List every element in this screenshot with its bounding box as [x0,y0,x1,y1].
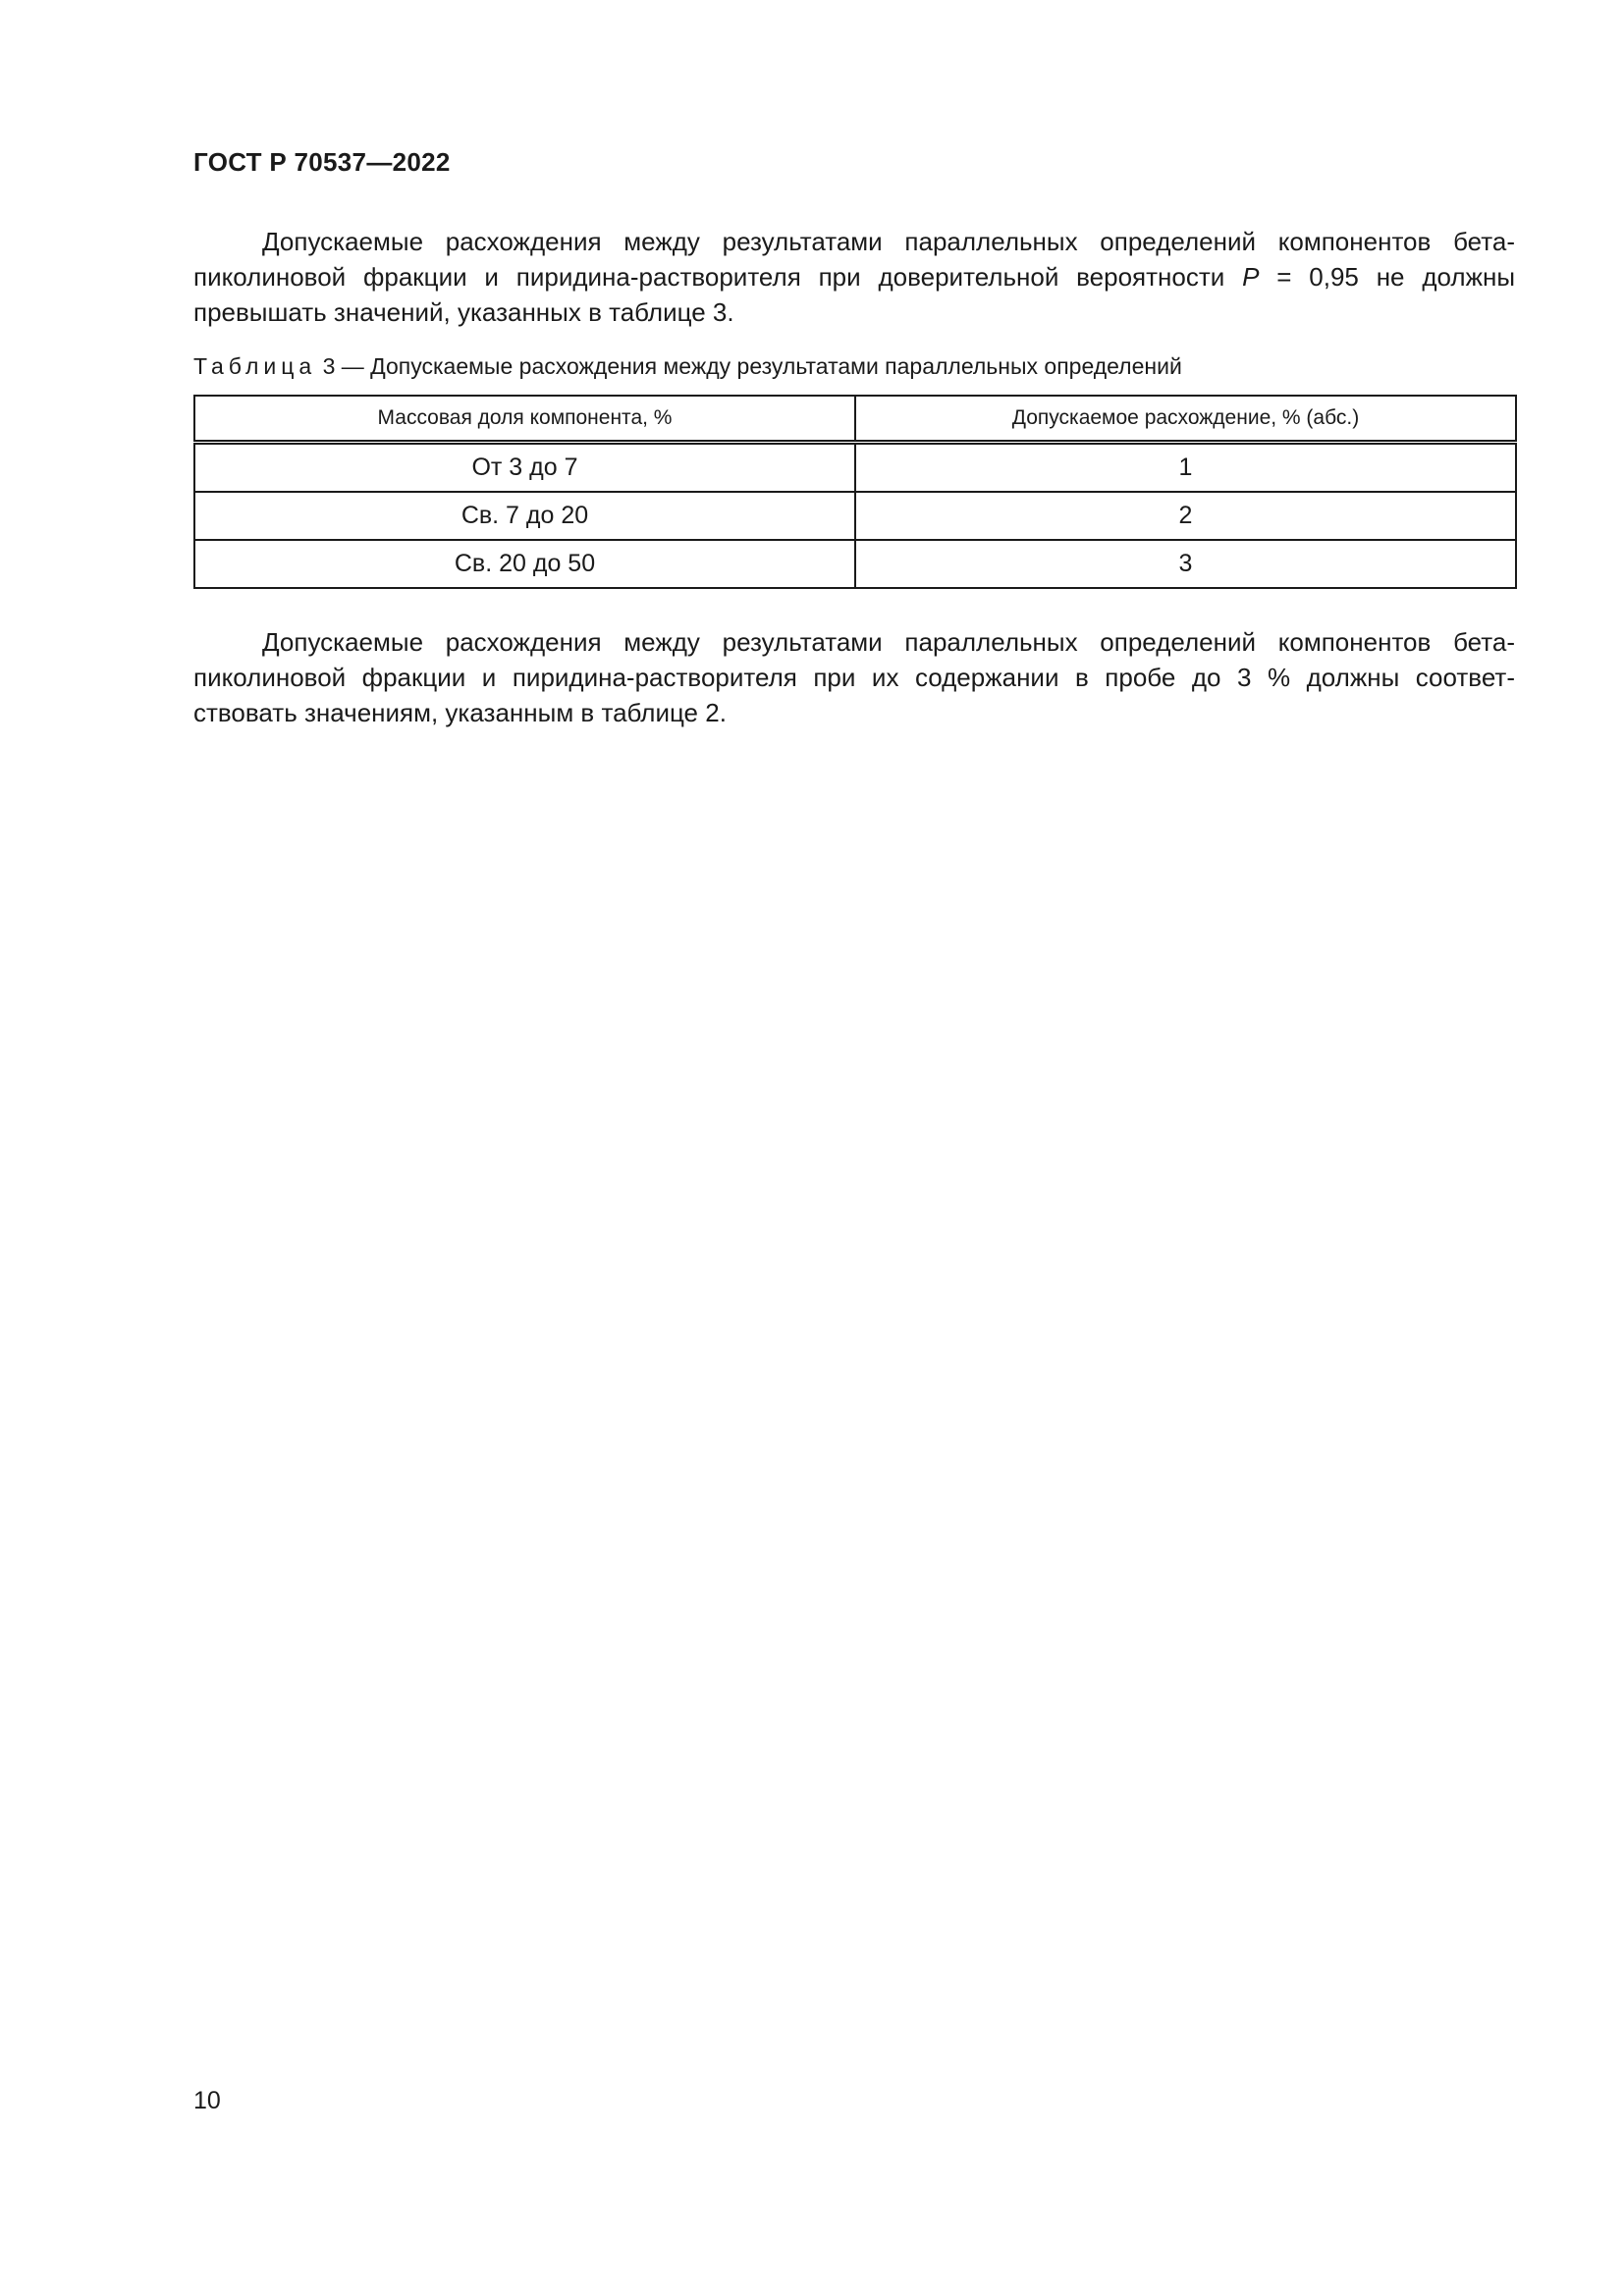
table-cell: Св. 7 до 20 [194,492,855,540]
table-caption-label: Таблица [193,353,317,379]
table-row [194,492,1516,540]
paragraph-line: пиколиновой фракции и пиридина-растворителя при их содержании в пробе до 3 % должны соответ- [193,663,1515,692]
page-number: 10 [193,2087,221,2114]
paragraph-text: = 0,95 не должны [1259,262,1516,292]
table-caption [193,353,1182,380]
table-row [194,540,1516,588]
paragraph-line: ствовать значениям, указанным в таблице 2. [193,698,727,727]
paragraph-line [193,259,1515,294]
table-cell: 2 [855,492,1516,540]
table-cell: От 3 до 7 [194,443,855,493]
table-caption-text: 3 — Допускаемые расхождения между результатами параллельных определений [322,353,1182,379]
paragraph-low-content-discrepancies [193,624,1515,730]
table-header-row [194,396,1516,443]
discrepancy-table [193,395,1517,589]
table-row [194,443,1516,493]
table-cell: 1 [855,443,1516,493]
paragraph-text: пиколиновой фракции и пиридина-растворителя при доверительной вероятности [193,262,1243,292]
paragraph-allowable-discrepancies [193,224,1515,330]
table-cell: 3 [855,540,1516,588]
table-container [193,395,1515,589]
column-header-mass-fraction: Массовая доля компонента, % [194,396,855,443]
paragraph-line: Допускаемые расхождения между результатами параллельных определений компонентов бета- [262,227,1515,256]
probability-symbol: P [1242,262,1260,292]
table-cell: Св. 20 до 50 [194,540,855,588]
paragraph-line: превышать значений, указанных в таблице 3. [193,297,734,327]
paragraph-line: Допускаемые расхождения между результатами параллельных определений компонентов бета- [262,627,1515,657]
column-header-allowable-discrepancy: Допускаемое расхождение, % (абс.) [855,396,1516,443]
document-code: ГОСТ Р 70537—2022 [193,147,451,177]
